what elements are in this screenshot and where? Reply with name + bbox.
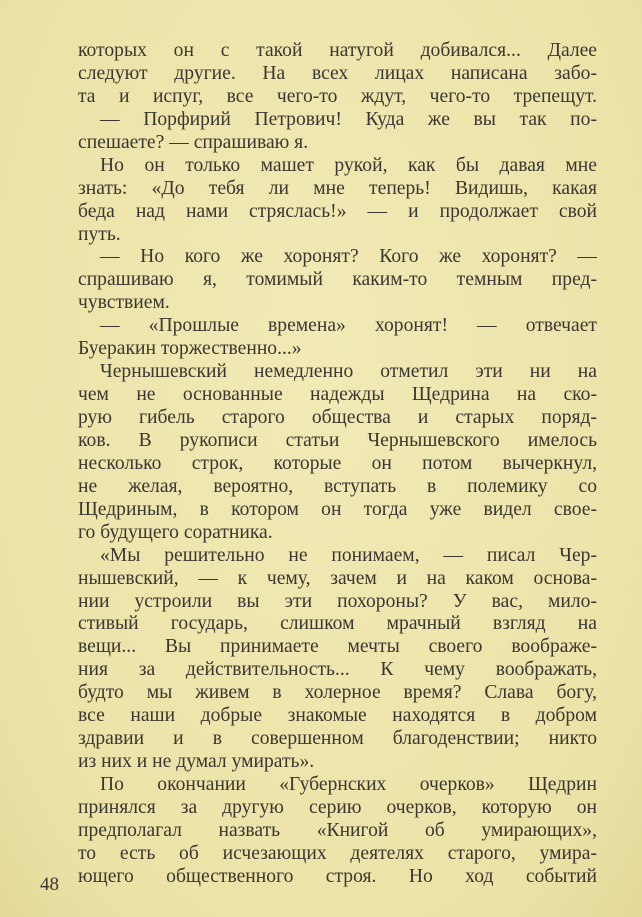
text-line: принялся за другую серию очерков, которую он <box>78 796 597 818</box>
text-line: По окончании «Губернских очерков» Щедрин <box>100 774 597 795</box>
text-line: Буеракин торжественно...» <box>78 338 302 360</box>
text-line: ющего общественного строя. Но ход событий <box>78 865 597 887</box>
page-body-text <box>78 40 597 889</box>
text-line: нии устроили вы эти похороны? У вас, мило- <box>78 590 597 612</box>
text-line: все наши добрые знакомые находятся в добром <box>78 705 597 727</box>
text-line: несколько строк, которые он потом вычеркнул, <box>78 452 597 474</box>
text-line: ния за действительность... К чему воображать, <box>78 659 597 681</box>
text-line: Чернышевский немедленно отметил эти ни на <box>100 361 597 383</box>
text-line: та и испуг, все чего-то ждут, чего-то трепещут. <box>78 85 597 107</box>
text-line: спрашиваю я, томимый каким-то темным пред- <box>78 269 597 291</box>
text-line: из них и не думал умирать». <box>78 751 315 773</box>
text-line: чем не основанные надежды Щедрина на ско- <box>78 384 597 406</box>
text-line: стивый государь, слишком мрачный взгляд на <box>78 613 597 635</box>
text-line: спешаете? — спрашиваю я. <box>78 131 309 153</box>
text-line: которых он с такой натугой добивался... Далее <box>78 40 597 61</box>
text-line: то есть об исчезающих деятелях старого, умира- <box>78 842 597 864</box>
text-line: здравии и в совершенном благоденствии; никто <box>78 728 597 750</box>
text-line: путь. <box>78 223 121 245</box>
text-line: — Порфирий Петрович! Куда же вы так по- <box>100 108 597 130</box>
text-line: «Мы решительно не понимаем, — писал Чер- <box>100 544 597 566</box>
page-number: 48 <box>40 874 59 895</box>
text-line: беда над нами стряслась!» — и продолжает свой <box>78 200 597 222</box>
text-line: будто мы живем в холерное время? Слава богу, <box>78 682 597 704</box>
text-line: предполагал назвать «Книгой об умирающих», <box>78 819 597 841</box>
text-line: вещи... Вы принимаете мечты своего воображе- <box>78 636 597 658</box>
text-line: нышевский, — к чему, зачем и на каком основа- <box>78 567 597 589</box>
text-line: рую гибель старого общества и старых поряд- <box>78 407 597 428</box>
text-line: следуют другие. На всех лицах написана забо- <box>78 62 597 84</box>
text-line: — Но кого же хоронят? Кого же хоронят? — <box>100 246 597 268</box>
text-line: знать: «До тебя ли мне теперь! Видишь, какая <box>78 177 597 199</box>
text-line: Но он только машет рукой, как бы давая мне <box>100 154 597 176</box>
text-line: чувствием. <box>78 292 170 314</box>
text-line: — «Прошлые времена» хоронят! — отвечает <box>100 315 597 337</box>
text-line: ков. В рукописи статьи Чернышевского имелось <box>78 429 597 451</box>
text-line: го будущего соратника. <box>78 521 273 543</box>
text-line: не желая, вероятно, вступать в полемику со <box>78 475 597 497</box>
text-line: Щедриным, в котором он тогда уже видел свое- <box>78 498 597 520</box>
